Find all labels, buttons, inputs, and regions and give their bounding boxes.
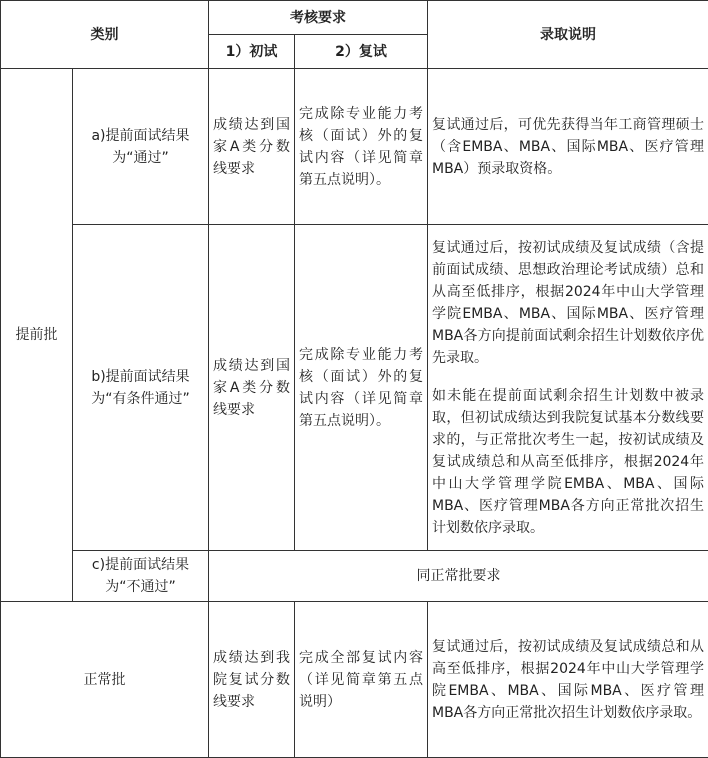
regular-desc: 复试通过后，按初试成绩及复试成绩总和从高至低排序，根据2024年中山大学管理学院EMBA、MBA、国际MBA、医疗管理MBA各方向正常批次招生计划数依序录取。	[428, 602, 708, 758]
row-b-prelim: 成绩达到国家A类分数线要求	[209, 225, 295, 551]
header-row	[1, 1, 708, 35]
row-b-desc-para-1: 复试通过后，按初试成绩及复试成绩（含提前面试成绩、思想政治理论考试成绩）总和从高至低排序，根据2024年中山大学管理学院EMBA、MBA、国际MBA、医疗管理MBA各方向提前面试剩余招生计划数依序优先录取。	[432, 237, 704, 369]
header-prelim: 1）初试	[209, 35, 295, 69]
table-row	[1, 602, 708, 758]
row-b-desc	[428, 225, 708, 551]
table-row	[1, 225, 708, 551]
header-assessment: 考核要求	[209, 1, 428, 35]
regular-prelim: 成绩达到我院复试分数线要求	[209, 602, 295, 758]
header-admission: 录取说明	[428, 1, 708, 69]
row-b-retest: 完成除专业能力考核（面试）外的复试内容（详见简章第五点说明）。	[295, 225, 428, 551]
row-a-desc: 复试通过后，可优先获得当年工商管理硕士（含EMBA、MBA、国际MBA、医疗管理MBA）预录取资格。	[428, 69, 708, 225]
paragraph-gap	[432, 369, 704, 385]
group-regular: 正常批	[1, 602, 209, 758]
header-retest: 2）复试	[295, 35, 428, 69]
table-row	[1, 69, 708, 225]
group-early: 提前批	[1, 69, 73, 602]
row-b-desc-para-2: 如未能在提前面试剩余招生计划数中被录取，但初试成绩达到我院复试基本分数线要求的，与正常批次考生一起，按初试成绩及复试成绩总和从高至低排序，根据2024年中山大学管理学院EMBA、MBA、国际MBA、医疗管理MBA各方向正常批次招生计划数依序录取。	[432, 385, 704, 539]
row-a-prelim: 成绩达到国家A类分数线要求	[209, 69, 295, 225]
table-row	[1, 551, 708, 602]
row-c-same: 同正常批要求	[209, 551, 708, 602]
regular-retest: 完成全部复试内容（详见简章第五点说明）	[295, 602, 428, 758]
row-c-sub: c)提前面试结果为“不通过”	[73, 551, 209, 602]
row-a-retest: 完成除专业能力考核（面试）外的复试内容（详见简章第五点说明）。	[295, 69, 428, 225]
header-category: 类别	[1, 1, 209, 69]
row-b-sub: b)提前面试结果为“有条件通过”	[73, 225, 209, 551]
row-a-sub: a)提前面试结果为“通过”	[73, 69, 209, 225]
